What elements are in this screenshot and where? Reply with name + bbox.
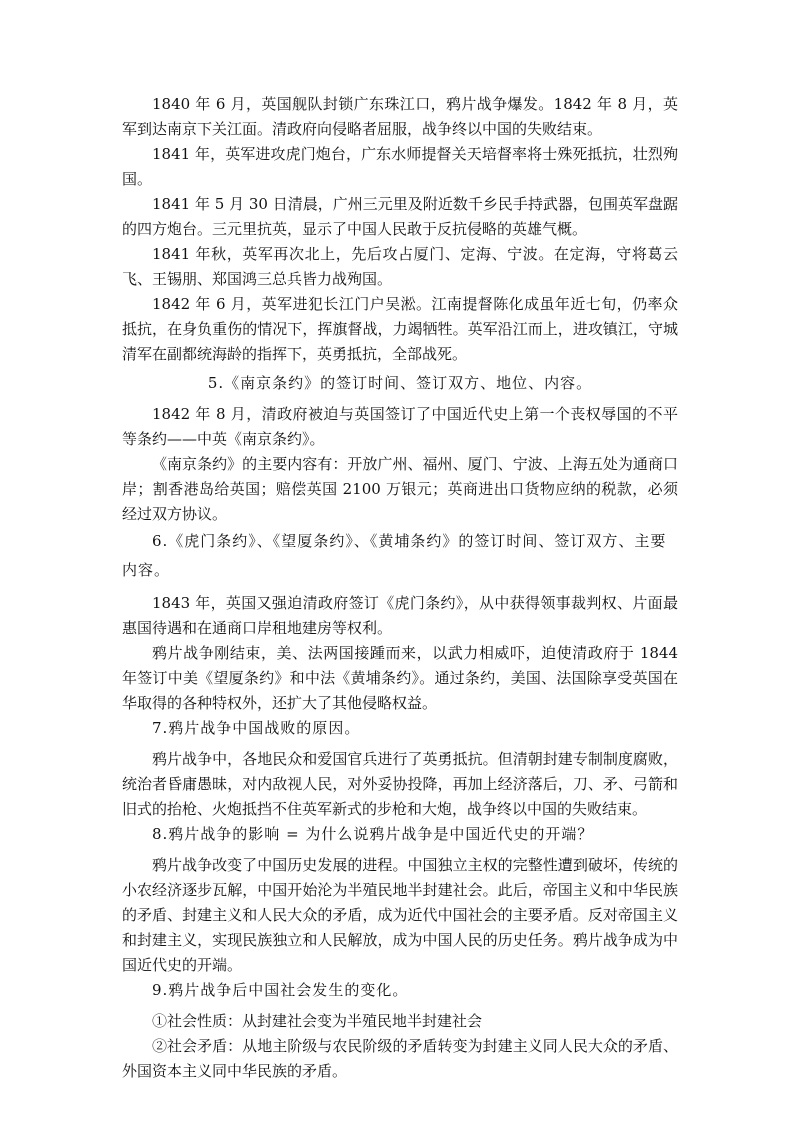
paragraph: 鸦片战争刚结束，美、法两国接踵而来，以武力相威吓，迫使清政府于 1844 年签订中美《望厦条约》和中法《黄埔条约》。通过条约，美国、法国除享受英国在华取得的各种特权外，还扩大了其他侵略权益。 — [122, 644, 678, 712]
paragraph: 鸦片战争改变了中国历史发展的进程。中国独立主权的完整性遭到破坏，传统的小农经济逐步瓦解，中国开始沦为半殖民地半封建社会。此后，帝国主义和中华民族的矛盾、封建主义和人民大众的矛盾，成为近代中国社会的主要矛盾。反对帝国主义和封建主义，实现民族独立和人民解放，成为中国人民的历史任务。鸦片战争成为中国近代史的开端。 — [122, 856, 678, 974]
section-heading: 5.《南京条约》的签订时间、签订双方、地位、内容。 — [207, 374, 593, 392]
section-heading: 9.鸦片战争后中国社会发生的变化。 — [152, 981, 409, 999]
paragraph: 《南京条约》的主要内容有：开放广州、福州、厦门、宁波、上海五处为通商口岸；割香港岛给英国；赔偿英国 2100 万银元；英商进出口货物应纳的税款，必须经过双方协议。 — [122, 455, 678, 523]
paragraph: 1842 年 8 月，清政府被迫与英国签订了中国近代史上第一个丧权辱国的不平等条约——中英《南京条约》。 — [122, 405, 678, 448]
list-item: ①社会性质：从封建社会变为半殖民地半封建社会 — [152, 1012, 483, 1030]
paragraph: 1843 年，英国又强迫清政府签订《虎门条约》，从中获得领事裁判权、片面最惠国待遇和在通商口岸租地建房等权利。 — [122, 594, 678, 637]
paragraph: 1842 年 6 月，英军进犯长江门户吴淞。江南提督陈化成虽年近七旬，仍率众抵抗，在身负重伤的情况下，挥旗督战，力竭牺牲。英军沿江而上，进攻镇江，守城清军在副都统海龄的指挥下，英勇抵抗，全部战死。 — [122, 295, 678, 363]
paragraph: 1841 年 5 月 30 日清晨，广州三元里及附近数千乡民手持武器，包围英军盘踞的四方炮台。三元里抗英，显示了中国人民敢于反抗侵略的英雄气概。 — [122, 195, 678, 238]
list-item: ②社会矛盾：从地主阶级与农民阶级的矛盾转变为封建主义同人民大众的矛盾、外国资本主义同中华民族的矛盾。 — [122, 1037, 678, 1080]
paragraph: 鸦片战争中，各地民众和爱国官兵进行了英勇抵抗。但清朝封建专制制度腐败，统治者昏庸愚昧，对内敌视人民，对外妥协投降，再加上经济落后，刀、矛、弓箭和旧式的抬枪、火炮抵挡不住英军新式的步枪和大炮，战争终以中国的失败结束。 — [122, 750, 678, 818]
paragraph: 1840 年 6 月，英国舰队封锁广东珠江口，鸦片战争爆发。1842 年 8 月，英军到达南京下关江面。清政府向侵略者屈服，战争终以中国的失败结束。 — [122, 95, 678, 138]
paragraph: 1841 年，英军进攻虎门炮台，广东水师提督关天培督率将士殊死抵抗，壮烈殉国。 — [122, 145, 678, 188]
paragraph: 1841 年秋，英军再次北上，先后攻占厦门、定海、宁波。在定海，守将葛云飞、王锡朋、郑国鸿三总兵皆力战殉国。 — [122, 245, 678, 288]
document-page — [122, 92, 678, 1084]
section-heading: 8.鸦片战争的影响 = 为什么说鸦片战争是中国近代史的开端？ — [152, 825, 594, 843]
section-heading: 6.《虎门条约》、《望厦条约》、《黄埔条约》的签订时间、签订双方、主要内容。 — [122, 532, 667, 579]
section-heading: 7.鸦片战争中国战败的原因。 — [152, 719, 361, 737]
